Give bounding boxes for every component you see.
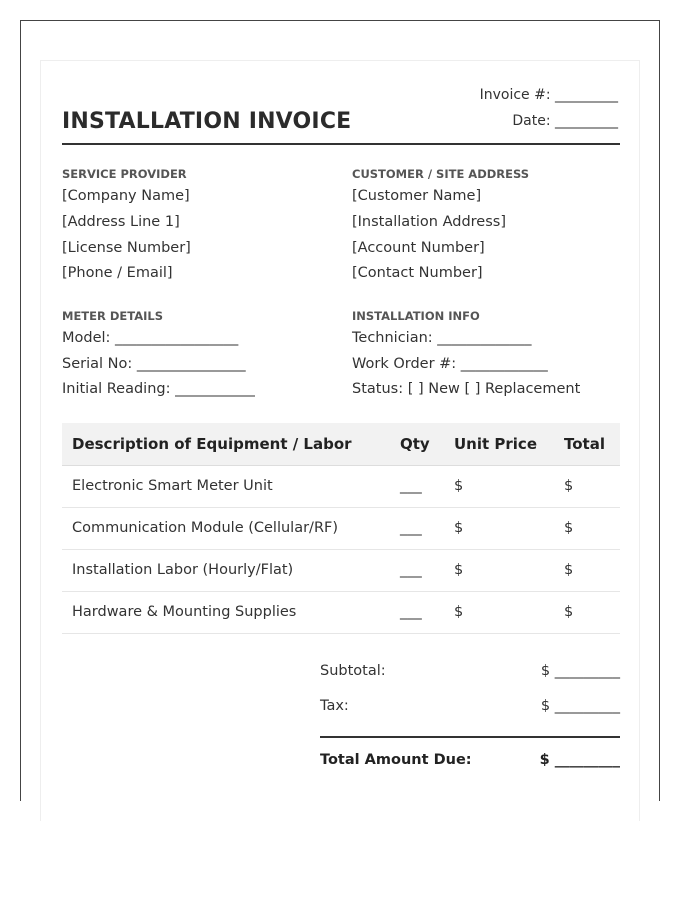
table-header — [62, 423, 620, 466]
customer-contact-number: [Contact Number] — [352, 265, 483, 281]
row-unit-price[interactable]: $ — [454, 604, 464, 620]
table-row — [62, 592, 620, 634]
service-provider-heading: SERVICE PROVIDER — [62, 167, 187, 181]
customer-account-number: [Account Number] — [352, 240, 485, 256]
row-description: Communication Module (Cellular/RF) — [72, 520, 339, 536]
subtotal-label: Subtotal: — [320, 663, 386, 679]
meter-initial-reading-field[interactable]: Initial Reading: ___________ — [62, 381, 255, 397]
row-description: Installation Labor (Hourly/Flat) — [72, 562, 294, 578]
row-qty[interactable]: ___ — [400, 562, 422, 578]
table-row — [62, 508, 620, 550]
col-unit-price-header: Unit Price — [454, 435, 537, 453]
customer-install-address: [Installation Address] — [352, 214, 506, 230]
subtotal-row — [320, 663, 620, 698]
row-total[interactable]: $ — [564, 478, 574, 494]
invoice-number-field[interactable]: Invoice #: _________ — [479, 87, 618, 103]
invoice-title: INSTALLATION INVOICE — [62, 109, 352, 134]
meter-model-field[interactable]: Model: _________________ — [62, 330, 239, 346]
row-total[interactable]: $ — [564, 562, 574, 578]
tax-label: Tax: — [320, 698, 349, 714]
meter-details-heading: METER DETAILS — [62, 309, 164, 323]
table-row — [62, 550, 620, 592]
work-order-field[interactable]: Work Order #: ____________ — [352, 356, 548, 372]
technician-field[interactable]: Technician: _____________ — [352, 330, 532, 346]
col-qty-header: Qty — [400, 435, 430, 453]
col-description-header: Description of Equipment / Labor — [72, 435, 352, 453]
row-total[interactable]: $ — [564, 604, 574, 620]
row-description: Electronic Smart Meter Unit — [72, 478, 273, 494]
invoice-date-field[interactable]: Date: _________ — [512, 113, 618, 129]
provider-contact: [Phone / Email] — [62, 265, 173, 281]
row-unit-price[interactable]: $ — [454, 562, 464, 578]
table-row — [62, 466, 620, 508]
totals-summary — [320, 663, 620, 787]
total-divider — [320, 736, 620, 738]
row-qty[interactable]: ___ — [400, 520, 422, 536]
provider-address: [Address Line 1] — [62, 214, 180, 230]
row-qty[interactable]: ___ — [400, 604, 422, 620]
status-checkboxes[interactable]: Status: [ ] New [ ] Replacement — [352, 381, 581, 397]
tax-row — [320, 698, 620, 733]
total-due-row — [320, 752, 620, 787]
installation-info-heading: INSTALLATION INFO — [352, 309, 480, 323]
page-container — [20, 20, 660, 801]
tax-value[interactable]: $ _________ — [540, 698, 620, 714]
row-unit-price[interactable]: $ — [454, 520, 464, 536]
customer-name: [Customer Name] — [352, 188, 482, 204]
meter-serial-field[interactable]: Serial No: _______________ — [62, 356, 246, 372]
row-unit-price[interactable]: $ — [454, 478, 464, 494]
provider-license: [License Number] — [62, 240, 191, 256]
total-due-value[interactable]: $ _________ — [539, 752, 620, 768]
header-divider — [62, 143, 620, 145]
row-qty[interactable]: ___ — [400, 478, 422, 494]
subtotal-value[interactable]: $ _________ — [540, 663, 620, 679]
col-total-header: Total — [564, 435, 605, 453]
row-description: Hardware & Mounting Supplies — [72, 604, 297, 620]
invoice-document — [40, 60, 640, 821]
total-due-label: Total Amount Due: — [320, 752, 472, 768]
customer-heading: CUSTOMER / SITE ADDRESS — [352, 167, 530, 181]
row-total[interactable]: $ — [564, 520, 574, 536]
line-items-table — [62, 423, 620, 634]
provider-company-name: [Company Name] — [62, 188, 190, 204]
